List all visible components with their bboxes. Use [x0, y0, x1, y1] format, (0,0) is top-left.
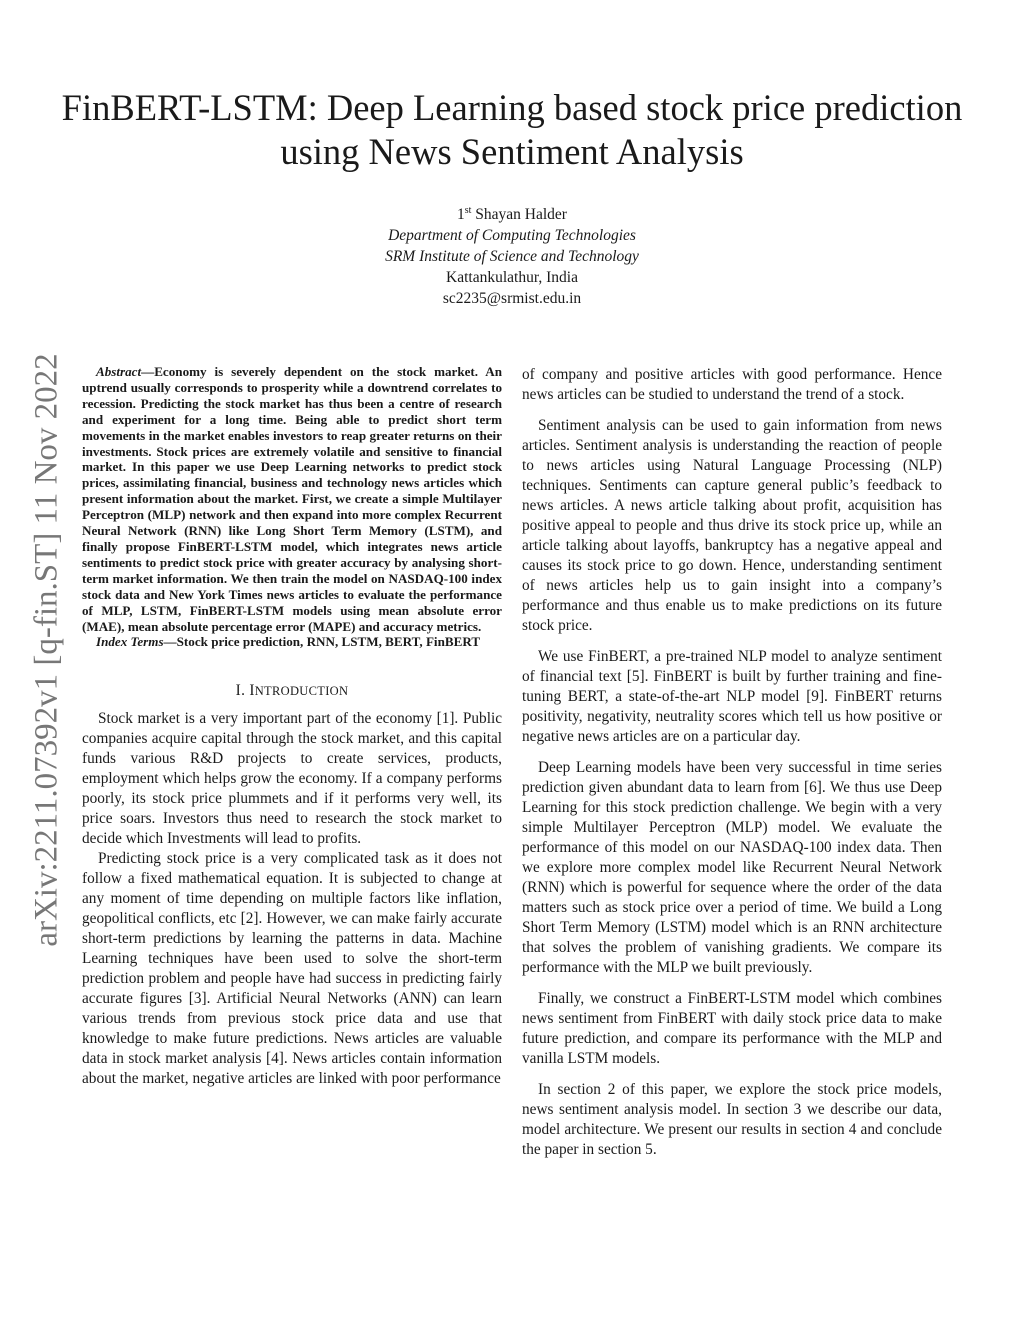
- arxiv-identifier: arXiv:2211.07392v1 [q-fin.ST] 11 Nov 2022: [28, 353, 65, 947]
- section-heading-introduction: [82, 682, 502, 700]
- intro-paragraph: Predicting stock price is a very complicated task as it does not follow a fixed mathematical equation. It is subjected to change at any moment of time depending on multiple factors like inflation, geopolitical conflicts, etc [2]. However, we can make fairly accurate short-term predictions by learning the patterns in data. Machine Learning techniques have been used to solve the short-term prediction problem and people have had success in predicting fairly accurate figures [3]. Artificial Neural Networks (ANN) can learn various trends from previous stock price data and use that knowledge to make future predictions. News articles are valuable data in stock market analysis [4]. News articles contain information about the market, negative articles are linked with poor performance: [82, 850, 502, 1088]
- index-terms-text: Stock price prediction, RNN, LSTM, BERT, FinBERT: [176, 634, 481, 650]
- abstract: Abstract—Economy is severely dependent on the stock market. An uptrend usually corresponds to prosperity while a downtrend correlates to recession. Predicting the stock market has thus been a centre of research and experiment for a long time. Being able to predict short term movements in the market enables investors to reap greater returns on their investments. Stock prices are extremely volatile and sensitive to financial market. In this paper we use Deep Learning networks to predict stock prices, assimilating financial, business and technology news articles which present information about the market. First, we create a simple Multilayer Perceptron (MLP) network and then expand into more complex Recurrent Neural Network (RNN) like Long Short Term Memory (LSTM), and finally propose FinBERT-LSTM model, which integrates news article sentiments to predict stock price with greater accuracy by analysing short-term market information. We then train the model on NASDAQ-100 index stock data and New York Times news articles to evaluate the performance of MLP, LSTM, FinBERT-LSTM models using mean absolute error (MAE), mean absolute percentage error (MAPE) and accuracy metrics.: [82, 364, 502, 634]
- intro-paragraph-continued: of company and positive articles with good performance. Hence news articles can be studied to understand the trend of a stock.: [522, 366, 942, 403]
- section-title-initial: I: [249, 682, 255, 700]
- author-email: sc2235@srmist.edu.in: [442, 290, 582, 308]
- intro-paragraph: Deep Learning models have been very successful in time series prediction given abundant data to learn from [6]. We thus use Deep Learning for this stock prediction challenge. We begin with a very simple Multilayer Perceptron (MLP) model. We evaluate the performance of this model on our NASDAQ-100 index data. Then we explore more complex model like Recurrent Neural Network (RNN) which is powerful for sequence where the order of the data matters such as stock price over a period of time. We build a Long Short Term Memory (LSTM) model which is an RNN architecture that solves the problem of vanishing gradients. We compare its performance with the MLP we built previously.: [522, 759, 942, 976]
- abstract-label: Abstract: [96, 364, 142, 379]
- intro-paragraph: Stock market is a very important part of the economy [1]. Public companies acquire capital through the stock market, and this capital funds various R&D projects to create services, products, employment which helps grow the economy. If a company performs poorly, its stock price plummets and if it performs very well, its price soars. Investors thus need to research the stock market to decide which Investments will lead to profits.: [82, 710, 502, 848]
- intro-paragraph: Sentiment analysis can be used to gain information from news articles. Sentiment analysis is understanding the reaction of people to news articles using Natural Language Processing (NLP) techniques. Sentiments can capture general public’s feedback to news articles. A news article talking about profit, acquisition has positive appeal to people and thus drive its stock price up, while an article talking about layoffs, bankruptcy has a negative appeal and causes its stock price to go down. Hence, understanding sentiment of news articles help us to gain insight into a company’s performance and thus enable us to make predictions on its future stock price.: [522, 417, 942, 634]
- author-department: Department of Computing Technologies: [388, 227, 636, 245]
- author-ordinal-suffix: st: [464, 205, 472, 216]
- author-location: Kattankulathur, India: [446, 269, 578, 287]
- intro-paragraph: In section 2 of this paper, we explore the stock price models, news sentiment analysis model. In section 3 we describe our data, model architecture. We present our results in section 4 and conclude the paper in section 5.: [522, 1081, 942, 1158]
- abstract-text: Economy is severely dependent on the stock market. An uptrend usually corresponds to prosperity while a downtrend correlates to recession. Predicting the stock market has thus been a centre of research and experiment for a long time. Being able to predict short term movements in the market enables investors to reap greater returns on their investments. Stock prices are extremely volatile and sensitive to financial market. In this paper we use Deep Learning networks to predict stock prices, assimilating financial, business and technology news articles which present information about the market. First, we create a simple Multilayer Perceptron (MLP) network and then expand into more complex Recurrent Neural Network (RNN) like Long Short Term Memory (LSTM), and finally propose FinBERT-LSTM model, which integrates news article sentiments to predict stock price with greater accuracy by analysing short-term market information. We then train the model on NASDAQ-100 index stock data and New York Times news articles to evaluate the performance of MLP, LSTM, FinBERT-LSTM models using mean absolute error (MAE), mean absolute percentage error (MAPE) and accuracy metrics.: [82, 364, 502, 634]
- index-terms: Index Terms—Stock price prediction, RNN, LSTM, BERT, FinBERT: [96, 634, 481, 650]
- section-number: I.: [235, 682, 246, 700]
- paper-title: FinBERT-LSTM: Deep Learning based stock price prediction using News Sentiment Analysis: [61, 87, 963, 172]
- intro-paragraph: Finally, we construct a FinBERT-LSTM model which combines news sentiment from FinBERT with daily stock price data to make future prediction, and compare its performance with the MLP and vanilla LSTM models.: [522, 990, 942, 1067]
- section-title-rest: NTRODUCTION: [254, 684, 349, 699]
- right-column: [522, 365, 942, 1160]
- author-institute: SRM Institute of Science and Technology: [385, 248, 639, 266]
- author-block: [262, 200, 762, 309]
- left-column: [82, 364, 502, 1089]
- intro-paragraph: We use FinBERT, a pre-trained NLP model to analyze sentiment of financial text [5]. FinBERT is built by further training and fine-tuning BERT, a state-of-the-art NLP model [9]. FinBERT returns positivity, negativity, neutrality scores which tell us how positive or negative news articles are on a particular day.: [522, 648, 942, 745]
- author-name-line: [262, 200, 762, 225]
- author-ordinal: 1: [457, 206, 465, 224]
- author-name: Shayan Halder: [475, 206, 567, 224]
- index-terms-label: Index Terms: [96, 634, 164, 650]
